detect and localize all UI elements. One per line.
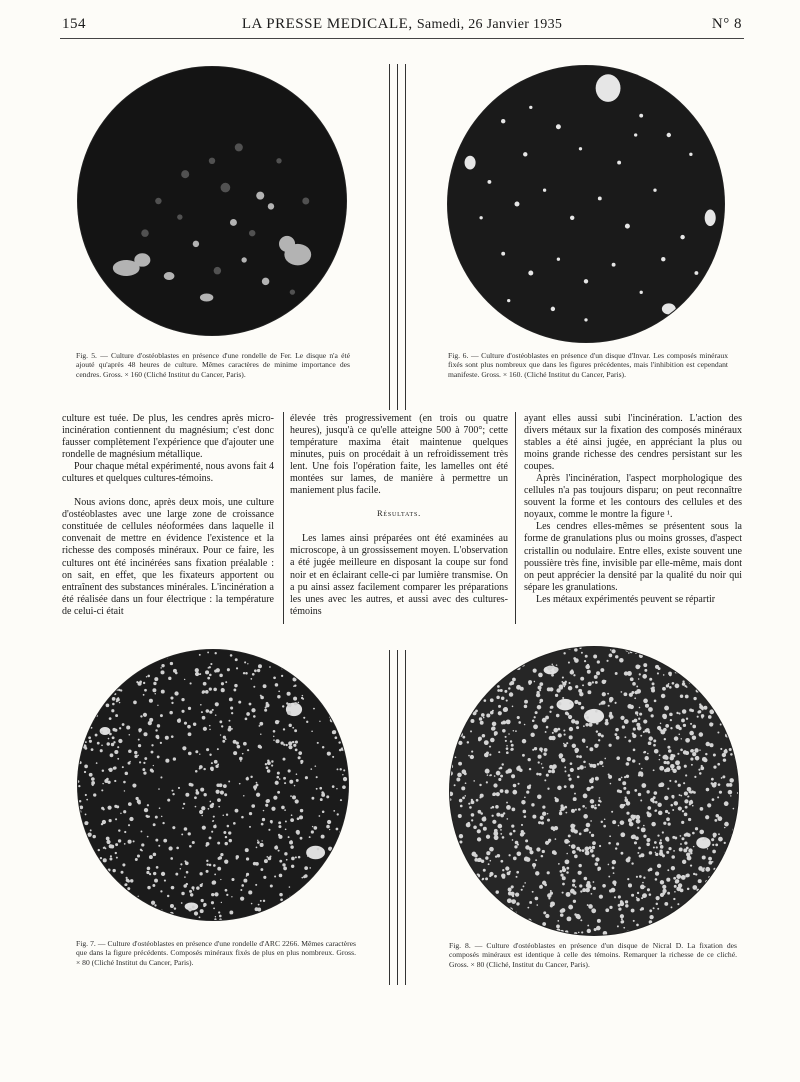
running-title bbox=[62, 16, 742, 33]
caption-fig8: Fig. 8. — Culture d'ostéoblastes en présence d'un disque de Nicral D. La fixation des composés minéraux est identique à celle des témoins. Remarquer la richesse de ce cliché. Gross. × 80 (Cliché, Institut du Cancer, Paris). bbox=[449, 941, 737, 969]
paragraph: Nous avions donc, après deux mois, une culture d'ostéoblastes avec une large zone de croissance constituée de cellules néoformées dans laquelle il convenait de mettre en évidence l'existence et la richesse des composés minéraux. Pour ce faire, les cultures ont été incinérées sans fixation préalable : on sait, en effet, que les fixateurs apportent ou entraînent des substances minérales. L'incinération a été réalisée dans un four électrique : la température de celui-ci était bbox=[62, 497, 274, 617]
paragraph: élevée très progressivement (en trois ou quatre heures), jusqu'à ce qu'elle atteigne 500 à 700°; cette température maxima était maintenue quelques minutes, puis on procédait à un refroidissement très lent. Une fois l'opération faite, les lamelles ont été montées sur lames, de manière à permettre un maniement plus facile. bbox=[290, 413, 508, 497]
journal-name: LA PRESSE MEDICALE, bbox=[241, 16, 413, 32]
micrograph-fig8 bbox=[450, 647, 738, 935]
column-divider-top-3 bbox=[405, 64, 406, 410]
page-number: 154 bbox=[62, 16, 86, 32]
column-divider-bottom-2 bbox=[397, 650, 398, 985]
micrograph-fig5-image bbox=[78, 67, 346, 335]
caption-fig6: Fig. 6. — Culture d'ostéoblastes en présence d'un disque d'Invar. Les composés minéraux fixés sont plus nombreux que dans les figures précédentes, mais l'inhibition est cependant manifeste. Gross. × 160. (Cliché Institut du Cancer, Paris). bbox=[448, 351, 728, 379]
text-column-right bbox=[524, 413, 742, 606]
text-column-divider-2 bbox=[515, 412, 516, 624]
text-column-left bbox=[62, 413, 274, 618]
paragraph: Les métaux expérimentés peuvent se répartir bbox=[536, 593, 716, 605]
caption-fig7: Fig. 7. — Culture d'ostéoblastes en présence d'une rondelle d'ARC 2266. Mêmes caractères que dans la figure précédents. Composés minéraux fixés de plus en plus nombreux. Gross. × 80 (Cliché Institut du Cancer, Paris). bbox=[76, 939, 356, 967]
paragraph: ayant elles aussi subi l'incinération. L'action des divers métaux sur la fixation des composés minéraux stables a été ainsi jugée, en appréciant la plus ou moins grande richesse des cendres persistant sur les coupes. bbox=[524, 413, 742, 473]
paragraph: Après l'incinération, l'aspect morphologique des cellules n'a pas toujours disparu; on peut reconnaître souvent la forme et les contours des cellules et des noyaux, comme le montre la figure ¹. bbox=[524, 473, 742, 521]
paragraph: culture est tuée. De plus, les cendres après micro-incinération contiennent du magnésium; c'est donc fausser complètement l'expérience que d'ajouter une rondelle de magnésium métallique. bbox=[62, 413, 274, 461]
paragraph: Pour chaque métal expérimenté, nous avons fait 4 cultures et quelques cultures-témoins. bbox=[62, 461, 274, 485]
header-rule bbox=[60, 38, 744, 39]
micrograph-fig7-image bbox=[78, 650, 348, 920]
text-column-middle bbox=[290, 413, 508, 618]
page-header bbox=[62, 16, 742, 38]
issue-date: Samedi, 26 Janvier 1935 bbox=[416, 17, 563, 32]
micrograph-fig8-image bbox=[450, 647, 738, 935]
micrograph-fig7 bbox=[78, 650, 348, 920]
column-divider-top-2 bbox=[397, 64, 398, 410]
caption-fig5: Fig. 5. — Culture d'ostéoblastes en présence d'une rondelle de Fer. Le disque n'a été ajouté qu'après 48 heures de culture. Mêmes caractères de minime importance des cendres. Gross. × 160 (Cliché Institut du Cancer, Paris). bbox=[76, 351, 350, 379]
text-column-divider-1 bbox=[283, 412, 284, 624]
micrograph-fig6 bbox=[448, 66, 724, 342]
paragraph: Les lames ainsi préparées ont été examinées au microscope, à un grossissement moyen. L'observation a été jugée meilleure en disposant la coupe sur fond noir et en éclairant celle-ci par lumière transmise. On a pu ainsi assez facilement comparer les préparations les unes avec les autres, et aussi avec des cultures-témoins bbox=[290, 533, 508, 617]
micrograph-fig5 bbox=[78, 67, 346, 335]
issue-number: N° 8 bbox=[711, 16, 742, 32]
column-divider-top-1 bbox=[389, 64, 390, 410]
section-heading: Résultats. bbox=[376, 508, 422, 519]
micrograph-fig6-image bbox=[448, 66, 724, 342]
paragraph: Les cendres elles-mêmes se présentent sous la forme de granulations plus ou moins grosses, d'aspect cristallin ou nodulaire. Entre elles, existe souvent une poussière très fine, invisible par elle-même, mais dont on peut apprécier la densité par la qualité du noir qui sépare les granulations. bbox=[524, 521, 742, 593]
column-divider-bottom-3 bbox=[405, 650, 406, 985]
column-divider-bottom-1 bbox=[389, 650, 390, 985]
